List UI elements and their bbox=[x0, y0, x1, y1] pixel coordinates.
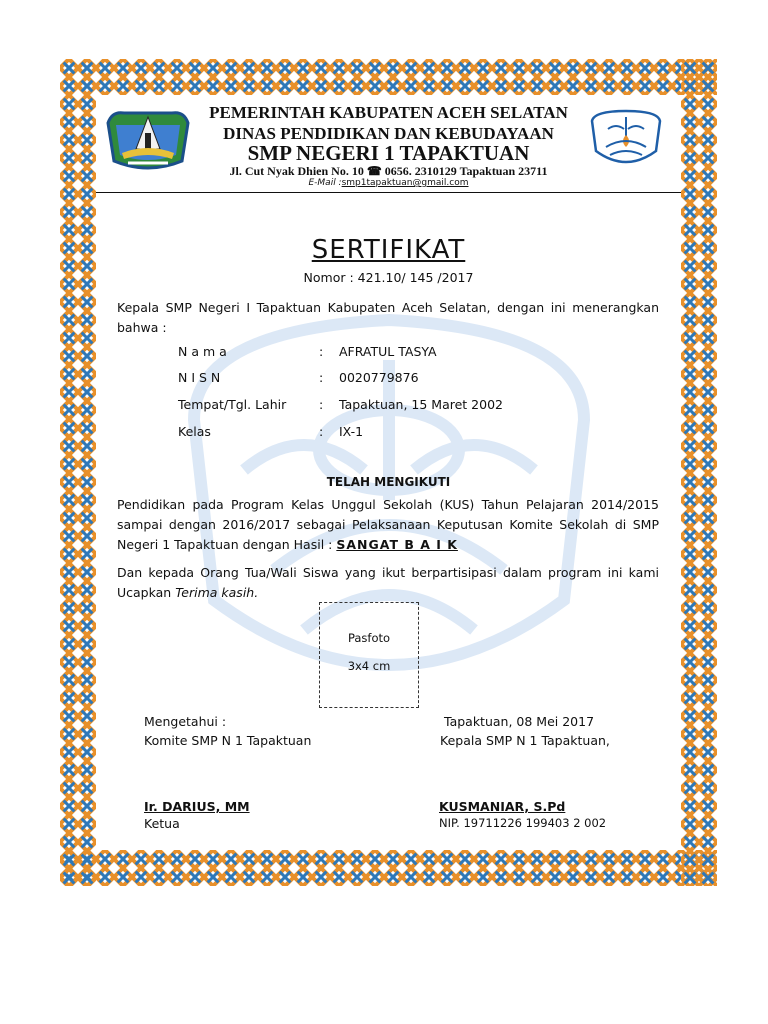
right-sign-place-date: Tapaktuan, 08 Mei 2017 bbox=[444, 714, 595, 729]
field-label: Kelas bbox=[178, 424, 211, 439]
field-value: Tapaktuan, 15 Maret 2002 bbox=[339, 397, 503, 412]
header-department: DINAS PENDIDIKAN DAN KEBUDAYAAN bbox=[223, 124, 554, 143]
header-school-name: SMP NEGERI 1 TAPAKTUAN bbox=[247, 141, 530, 165]
field-colon: : bbox=[319, 397, 324, 412]
border-knot-tile bbox=[699, 869, 717, 886]
right-sign-role: Kepala SMP N 1 Tapaktuan, bbox=[440, 733, 610, 748]
field-label: N a m a bbox=[178, 344, 227, 359]
certificate-border-bottom bbox=[60, 850, 717, 886]
field-label: Tempat/Tgl. Lahir bbox=[178, 397, 287, 412]
border-knot-tile bbox=[681, 869, 699, 886]
left-sign-heading: Mengetahui : bbox=[144, 714, 227, 729]
certificate-border-right bbox=[681, 59, 717, 886]
photo-label: Pasfoto bbox=[347, 631, 391, 645]
photo-placeholder bbox=[319, 602, 419, 708]
field-colon: : bbox=[319, 344, 324, 359]
border-knot-tile bbox=[60, 869, 78, 886]
certificate-number: Nomor : 421.10/ 145 /2017 bbox=[303, 270, 474, 285]
header-address: Jl. Cut Nyak Dhien No. 10 ☎ 0656. 2310129 Tapaktuan 23711 bbox=[229, 164, 548, 178]
border-knot-tile bbox=[78, 869, 96, 886]
header-email-line bbox=[96, 178, 681, 188]
certificate-title: SERTIFIKAT bbox=[311, 235, 466, 265]
email-label: E-Mail : bbox=[308, 178, 342, 188]
intro-text: Kepala SMP Negeri I Tapaktuan Kabupaten Aceh Selatan, dengan ini menerangkan bahwa : bbox=[117, 300, 659, 335]
field-label: N I S N bbox=[178, 370, 221, 385]
email-link[interactable]: smp1tapaktuan@gmail.com bbox=[341, 178, 469, 188]
certificate-body bbox=[96, 95, 681, 850]
section-subheading: TELAH MENGIKUTI bbox=[326, 475, 451, 489]
right-sign-name: KUSMANIAR, S.Pd bbox=[439, 799, 566, 814]
result-value: SANGAT B A I K bbox=[336, 537, 458, 552]
paragraph-thanks-text: Dan kepada Orang Tua/Wali Siswa yang ikut berpartisipasi dalam program ini kami Ucapkan bbox=[117, 565, 659, 600]
field-value: AFRATUL TASYA bbox=[339, 344, 437, 359]
field-value: IX-1 bbox=[339, 424, 364, 439]
thanks-italic: Terima kasih. bbox=[175, 585, 259, 600]
photo-size: 3x4 cm bbox=[347, 659, 391, 673]
right-sign-nip: NIP. 19711226 199403 2 002 bbox=[439, 816, 607, 830]
header-divider bbox=[96, 192, 681, 193]
left-sign-title: Ketua bbox=[144, 816, 180, 831]
paragraph-program bbox=[117, 495, 659, 555]
paragraph-thanks bbox=[117, 563, 659, 603]
certificate-border-left bbox=[60, 59, 96, 886]
left-sign-role: Komite SMP N 1 Tapaktuan bbox=[144, 733, 312, 748]
field-value: 0020779876 bbox=[339, 370, 419, 385]
header-government: PEMERINTAH KABUPATEN ACEH SELATAN bbox=[209, 103, 568, 122]
field-colon: : bbox=[319, 370, 324, 385]
field-colon: : bbox=[319, 424, 324, 439]
certificate-border-top bbox=[60, 59, 717, 95]
paragraph-program-text: Pendidikan pada Program Kelas Unggul Sekolah (KUS) Tahun Pelajaran 2014/2015 sampai dengan 2016/2017 sebagai Pelaksanaan Keputusan Komite Sekolah di SMP Negeri 1 Tapaktuan dengan Hasil : bbox=[117, 497, 659, 552]
left-sign-name: Ir. DARIUS, MM bbox=[144, 799, 250, 814]
